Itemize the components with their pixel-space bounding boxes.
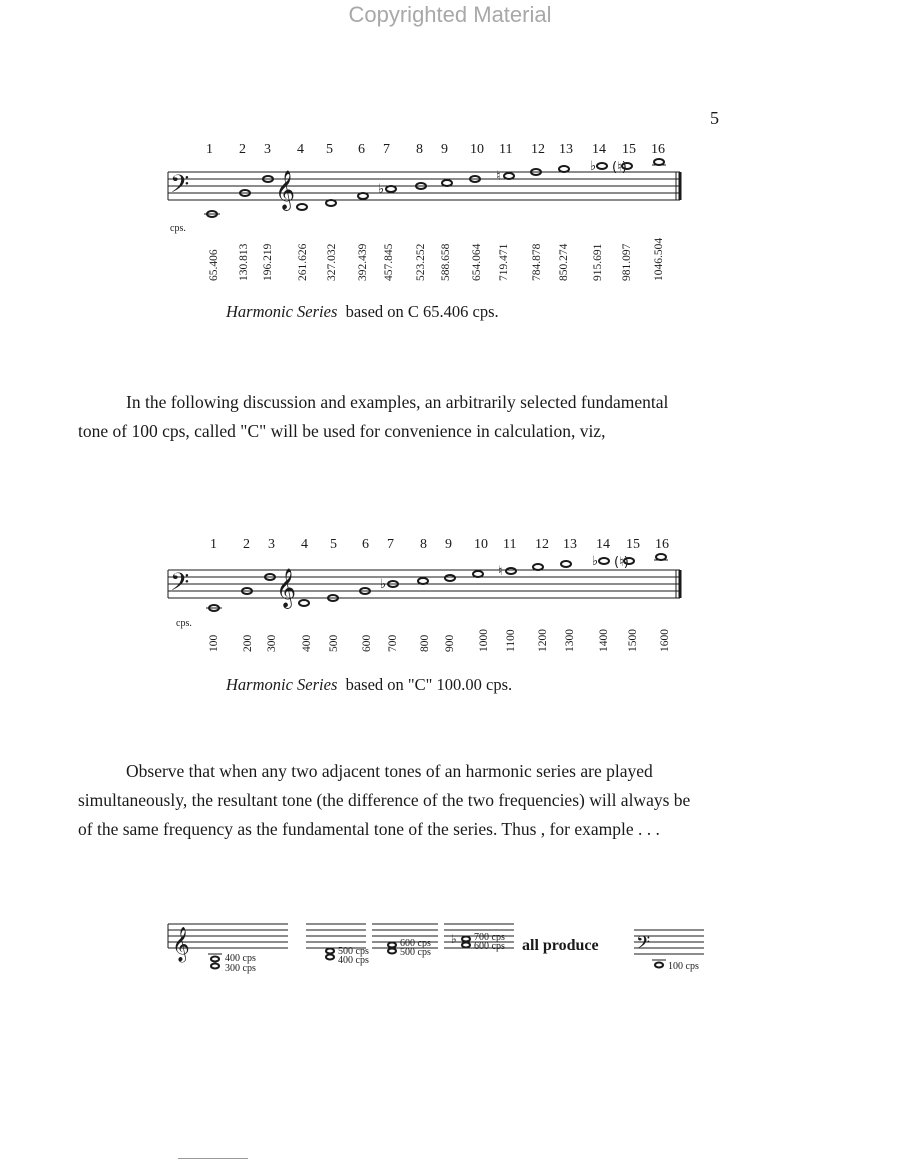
frequency-label: 523.252 bbox=[415, 243, 427, 281]
frequency-label: 392.439 bbox=[357, 243, 369, 281]
harmonic-number: 4 bbox=[297, 142, 304, 157]
note bbox=[597, 163, 607, 169]
frequency-label: 200 bbox=[242, 634, 254, 652]
harmonic-number: 13 bbox=[559, 142, 573, 157]
harmonic-number: 9 bbox=[441, 142, 448, 157]
page-number: 5 bbox=[710, 108, 719, 128]
harmonic-number: 4 bbox=[301, 537, 308, 552]
frequency-label: 1000 bbox=[478, 629, 490, 652]
staff bbox=[306, 924, 366, 948]
dyad-upper-label: 400 cps bbox=[225, 953, 256, 964]
harmonic-number: 11 bbox=[503, 537, 517, 552]
caption-example-1 bbox=[226, 302, 499, 322]
watermark: Copyrighted Material bbox=[348, 2, 552, 27]
dyad-lower-label: 300 cps bbox=[225, 963, 256, 974]
harmonic-number: 16 bbox=[651, 142, 665, 157]
harmonic-number: 6 bbox=[358, 142, 365, 157]
result-label: 100 cps bbox=[668, 961, 699, 972]
dyad-lower-label: 400 cps bbox=[338, 955, 369, 966]
harmonic-number: 15 bbox=[622, 142, 636, 157]
frequency-label: 719.471 bbox=[498, 243, 510, 281]
frequency-label: 1500 bbox=[627, 629, 639, 652]
harmonic-number: 13 bbox=[563, 537, 577, 552]
natural-icon: ♮ bbox=[496, 169, 501, 184]
frequency-label: 327.032 bbox=[326, 243, 338, 281]
treble-clef-icon: 𝄞 bbox=[276, 568, 297, 608]
harmonic-number: 12 bbox=[531, 142, 545, 157]
frequency-label: 500 bbox=[328, 634, 340, 652]
dyad-notes bbox=[208, 954, 222, 969]
dyad-notes bbox=[462, 937, 470, 948]
harmonic-number: 16 bbox=[655, 537, 669, 552]
frequency-label: 800 bbox=[419, 634, 431, 652]
dyad-upper-label: 600 cps bbox=[400, 938, 431, 949]
harmonic-number: 6 bbox=[362, 537, 369, 552]
dyad-upper-label: 700 cps bbox=[474, 932, 505, 943]
frequency-label: 915.691 bbox=[592, 243, 604, 281]
harmonic-number: 7 bbox=[387, 537, 394, 552]
frequency-label: 100 bbox=[208, 634, 220, 652]
paragraph-2 bbox=[78, 757, 698, 844]
frequency-label: 1200 bbox=[537, 629, 549, 652]
frequency-label: 400 bbox=[301, 634, 313, 652]
harmonic-number: 14 bbox=[596, 537, 610, 552]
all-produce-text: all produce bbox=[522, 937, 599, 954]
note bbox=[559, 166, 569, 172]
frequency-label: 1300 bbox=[564, 629, 576, 652]
harmonic-number: 7 bbox=[383, 142, 390, 157]
frequency-label: 784.878 bbox=[531, 243, 543, 281]
harmonic-series-example-1 bbox=[160, 135, 700, 295]
harmonic-number: 3 bbox=[264, 142, 271, 157]
dyad-upper-label: 500 cps bbox=[338, 946, 369, 957]
caption-rest: based on "C" 100.00 cps. bbox=[345, 675, 513, 694]
result-note bbox=[652, 960, 666, 968]
harmonic-number: 8 bbox=[416, 142, 423, 157]
frequency-label: 654.064 bbox=[471, 243, 483, 281]
frequency-label: 130.813 bbox=[238, 243, 250, 281]
frequency-label: 981.097 bbox=[621, 243, 633, 281]
harmonic-number: 9 bbox=[445, 537, 452, 552]
harmonic-number: 11 bbox=[499, 142, 513, 157]
flat-icon: ♭ bbox=[451, 932, 457, 946]
frequency-label: 900 bbox=[444, 634, 456, 652]
harmonic-number: 8 bbox=[420, 537, 427, 552]
frequency-label: 261.626 bbox=[297, 243, 309, 281]
unit-label: cps. bbox=[170, 223, 186, 234]
note bbox=[561, 561, 571, 567]
natural-icon: (♮) bbox=[612, 160, 627, 175]
note bbox=[533, 564, 543, 570]
caption-rest: based on C 65.406 cps. bbox=[345, 302, 499, 321]
frequency-label: 700 bbox=[387, 634, 399, 652]
harmonic-number: 10 bbox=[470, 142, 484, 157]
frequency-label: 1100 bbox=[505, 629, 517, 652]
accidentals bbox=[378, 159, 627, 197]
note bbox=[654, 159, 664, 165]
frequency-label: 1600 bbox=[659, 629, 671, 652]
note bbox=[326, 200, 336, 206]
harmonic-number: 2 bbox=[243, 537, 250, 552]
harmonic-number: 1 bbox=[210, 537, 217, 552]
frequency-label: 65.406 bbox=[208, 249, 220, 281]
flat-icon: ♭ bbox=[592, 554, 599, 569]
note bbox=[297, 204, 307, 210]
note bbox=[506, 568, 516, 574]
dyad-lower-label: 500 cps bbox=[400, 947, 431, 958]
frequency-labels bbox=[208, 629, 671, 652]
paragraph-1-text: In the following discussion and examples, an arbitrarily selected fundamental tone of 100 cps, called "C" will be used for convenience in calculation, viz, bbox=[78, 392, 669, 441]
accidentals bbox=[380, 554, 629, 592]
note bbox=[358, 193, 368, 199]
harmonic-number: 15 bbox=[626, 537, 640, 552]
frequency-labels bbox=[208, 238, 665, 281]
paragraph-1 bbox=[78, 388, 698, 446]
dyad-lower-label: 600 cps bbox=[474, 941, 505, 952]
paragraph-2-text: Observe that when any two adjacent tones of an harmonic series are played simultaneously, the resultant tone (the difference of the two frequencies) will always be of the same frequency as the fundamental tone of the series. Thus , for example . . . bbox=[78, 761, 691, 839]
bottom-rule bbox=[178, 1158, 248, 1159]
harmonic-number: 5 bbox=[326, 142, 333, 157]
frequency-label: 1400 bbox=[598, 629, 610, 652]
note bbox=[473, 571, 483, 577]
harmonic-number: 14 bbox=[592, 142, 606, 157]
note bbox=[442, 180, 452, 186]
natural-icon: (♮) bbox=[614, 555, 629, 570]
notes bbox=[204, 159, 666, 217]
frequency-label: 196.219 bbox=[262, 243, 274, 281]
resultant-tone-example bbox=[160, 910, 720, 980]
harmonic-numbers bbox=[206, 142, 665, 157]
note bbox=[504, 173, 514, 179]
harmonic-number: 5 bbox=[330, 537, 337, 552]
frequency-label: 588.658 bbox=[440, 243, 452, 281]
note bbox=[445, 575, 455, 581]
dyad-notes bbox=[388, 943, 396, 954]
note bbox=[299, 600, 309, 606]
note bbox=[386, 186, 396, 192]
caption-italic: Harmonic Series bbox=[226, 302, 338, 321]
harmonic-number: 2 bbox=[239, 142, 246, 157]
frequency-label: 850.274 bbox=[558, 243, 570, 281]
caption-italic: Harmonic Series bbox=[226, 675, 338, 694]
treble-clef-icon: 𝄞 bbox=[275, 170, 296, 210]
harmonic-number: 3 bbox=[268, 537, 275, 552]
frequency-label: 600 bbox=[361, 634, 373, 652]
bass-clef-icon: 𝄢 bbox=[170, 170, 190, 205]
harmonic-number: 12 bbox=[535, 537, 549, 552]
flat-icon: ♭ bbox=[590, 159, 597, 174]
flat-icon: ♭ bbox=[380, 577, 387, 592]
dyad-notes bbox=[326, 949, 334, 960]
frequency-label: 300 bbox=[266, 634, 278, 652]
treble-clef-icon: 𝄞 bbox=[172, 927, 190, 962]
harmonic-numbers bbox=[210, 537, 669, 552]
caption-example-2 bbox=[226, 675, 512, 695]
flat-icon: ♭ bbox=[378, 182, 385, 197]
frequency-label: 1046.504 bbox=[653, 237, 665, 281]
note bbox=[599, 558, 609, 564]
frequency-label: 457.845 bbox=[383, 243, 395, 281]
natural-icon: ♮ bbox=[498, 564, 503, 579]
bass-clef-icon: 𝄢 bbox=[170, 568, 190, 603]
harmonic-number: 1 bbox=[206, 142, 213, 157]
harmonic-series-example-2 bbox=[164, 530, 704, 665]
note bbox=[656, 554, 666, 560]
bass-clef-icon: 𝄢 bbox=[636, 933, 651, 958]
harmonic-number: 10 bbox=[474, 537, 488, 552]
note bbox=[418, 578, 428, 584]
unit-label: cps. bbox=[176, 618, 192, 629]
